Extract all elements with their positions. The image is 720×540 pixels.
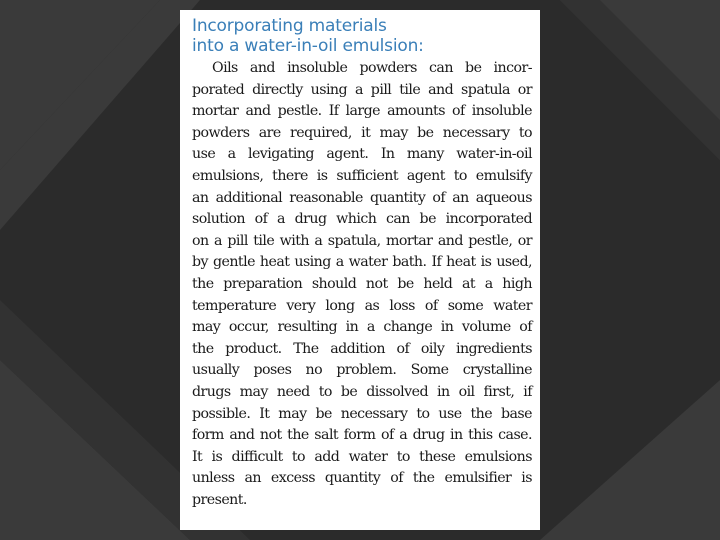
paragraph-line: solution of a drug which can be incorporated xyxy=(192,211,532,228)
title-line: into a water-in-oil emulsion: xyxy=(192,36,424,56)
paragraph-line: Oils and insoluble powders can be incor- xyxy=(212,60,532,76)
paragraph-line: may occur, resulting in a change in volume of xyxy=(192,319,532,336)
text-page xyxy=(180,10,540,530)
paragraph-line: It is difficult to add water to these emulsions xyxy=(192,448,532,465)
page-title xyxy=(192,16,532,56)
paragraph-line: emulsions, there is sufficient agent to emulsify xyxy=(192,167,532,184)
body-paragraph xyxy=(192,58,532,511)
paragraph-line: porated directly using a pill tile and spatula or xyxy=(192,81,532,98)
paragraph-line: usually poses no problem. Some crystalline xyxy=(192,362,532,379)
paragraph-line: an additional reasonable quantity of an aqueous xyxy=(192,189,532,206)
paragraph-line: present. xyxy=(192,491,247,508)
paragraph-line: mortar and pestle. If large amounts of insoluble xyxy=(192,103,532,120)
paragraph-line: the preparation should not be held at a high xyxy=(192,275,532,292)
title-line: Incorporating materials xyxy=(192,16,387,36)
paragraph-line: on a pill tile with a spatula, mortar and pestle, or xyxy=(192,232,532,249)
paragraph-line: powders are required, it may be necessary to xyxy=(192,124,532,141)
paragraph-line: possible. It may be necessary to use the base xyxy=(192,405,532,422)
paragraph-line: use a levigating agent. In many water-in-oil xyxy=(192,146,532,163)
paragraph-line: by gentle heat using a water bath. If heat is used, xyxy=(192,254,532,271)
paragraph-line: form and not the salt form of a drug in this case. xyxy=(192,427,532,444)
paragraph-line: the product. The addition of oily ingredients xyxy=(192,340,532,357)
paragraph-line: unless an excess quantity of the emulsifier is xyxy=(192,470,532,487)
paragraph-line: drugs may need to be dissolved in oil first, if xyxy=(192,383,532,400)
paragraph-line: temperature very long as loss of some water xyxy=(192,297,532,314)
